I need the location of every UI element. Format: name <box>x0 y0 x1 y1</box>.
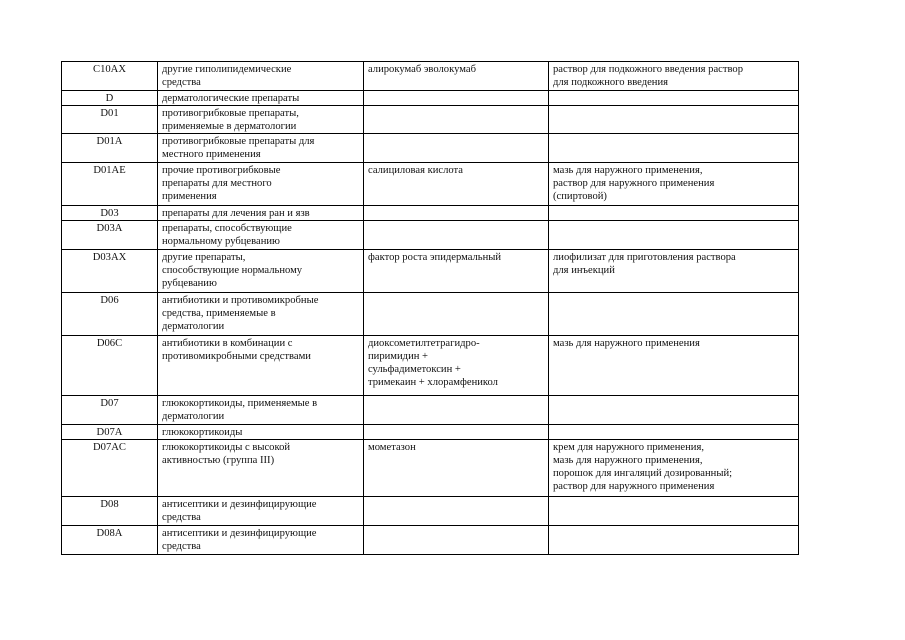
table-row <box>62 250 799 293</box>
cell-text-line: глюкокортикоиды <box>162 427 243 438</box>
table-row <box>62 396 799 425</box>
substance-cell <box>364 497 549 526</box>
cell-text-line: крем для наружного применения, <box>553 442 704 453</box>
cell-text-line: тримекаин + хлорамфеникол <box>368 377 498 388</box>
cell-text-line: средства <box>162 541 201 552</box>
cell-text-line: (спиртовой) <box>553 191 607 202</box>
group-cell <box>158 206 364 221</box>
table-row <box>62 134 799 163</box>
form-cell <box>549 293 799 336</box>
cell-text-line: алирокумаб эволокумаб <box>368 64 476 75</box>
atc-code-cell: D08A <box>62 526 158 555</box>
atc-code-cell: D <box>62 91 158 106</box>
cell-text-line: лиофилизат для приготовления раствора <box>553 252 736 263</box>
table-row <box>62 526 799 555</box>
cell-text-line: салициловая кислота <box>368 165 464 176</box>
cell-text-line: антисептики и дезинфицирующие <box>162 528 317 539</box>
form-cell <box>549 526 799 555</box>
cell-text-line: пиримидин + <box>368 351 429 362</box>
cell-text-line: препараты для местного <box>162 178 272 189</box>
cell-text-line: применяемые в дерматологии <box>162 121 297 132</box>
form-cell <box>549 91 799 106</box>
cell-text-line: антибиотики и противомикробные <box>162 295 319 306</box>
cell-text-line: раствор для наружного применения <box>553 481 715 492</box>
table-row <box>62 163 799 206</box>
form-cell <box>549 497 799 526</box>
group-cell <box>158 526 364 555</box>
group-cell <box>158 106 364 134</box>
cell-text-line: глюкокортикоиды, применяемые в <box>162 398 318 409</box>
cell-text-line: нормальному рубцеванию <box>162 236 280 247</box>
group-cell <box>158 425 364 440</box>
cell-text-line: мазь для наружного применения <box>553 338 700 349</box>
cell-text-line: другие гиполипидемические <box>162 64 292 75</box>
cell-text-line: другие препараты, <box>162 252 246 263</box>
cell-text-line: мазь для наружного применения, <box>553 455 703 466</box>
substance-cell <box>364 134 549 163</box>
table-row <box>62 62 799 91</box>
form-cell <box>549 396 799 425</box>
cell-text-line: местного применения <box>162 149 261 160</box>
cell-text-line: рубцеванию <box>162 278 217 289</box>
atc-code-cell: D03 <box>62 206 158 221</box>
cell-text-line: для подкожного введения <box>553 77 669 88</box>
group-cell <box>158 336 364 396</box>
cell-text-line: мометазон <box>368 442 416 453</box>
table-row <box>62 293 799 336</box>
atc-code-cell: D06C <box>62 336 158 396</box>
form-cell <box>549 250 799 293</box>
substance-cell <box>364 293 549 336</box>
atc-code-cell: D07A <box>62 425 158 440</box>
form-cell <box>549 440 799 497</box>
cell-text-line: препараты для лечения ран и язв <box>162 208 310 219</box>
form-cell <box>549 134 799 163</box>
form-cell <box>549 62 799 91</box>
group-cell <box>158 62 364 91</box>
substance-cell <box>364 91 549 106</box>
cell-text-line: антисептики и дезинфицирующие <box>162 499 317 510</box>
atc-code-cell: D01A <box>62 134 158 163</box>
group-cell <box>158 91 364 106</box>
group-cell <box>158 497 364 526</box>
atc-code-cell: D08 <box>62 497 158 526</box>
substance-cell <box>364 396 549 425</box>
atc-code-cell: D07 <box>62 396 158 425</box>
atc-code-cell: D01 <box>62 106 158 134</box>
substance-cell <box>364 250 549 293</box>
cell-text-line: активностью (группа III) <box>162 455 275 466</box>
cell-text-line: порошок для ингаляций дозированный; <box>553 468 733 479</box>
substance-cell <box>364 526 549 555</box>
cell-text-line: диоксометилтетрагидро- <box>368 338 480 349</box>
table-row <box>62 221 799 250</box>
atc-code-cell: D06 <box>62 293 158 336</box>
cell-text-line: дерматологии <box>162 321 225 332</box>
form-cell <box>549 221 799 250</box>
group-cell <box>158 250 364 293</box>
cell-text-line: дерматологические препараты <box>162 93 300 104</box>
cell-text-line: средства, применяемые в <box>162 308 276 319</box>
substance-cell <box>364 106 549 134</box>
cell-text-line: средства <box>162 77 201 88</box>
form-cell <box>549 206 799 221</box>
cell-text-line: противомикробными средствами <box>162 351 311 362</box>
substance-cell <box>364 440 549 497</box>
group-cell <box>158 221 364 250</box>
substance-cell <box>364 163 549 206</box>
cell-text-line: раствор для подкожного введения раствор <box>553 64 744 75</box>
substance-cell <box>364 62 549 91</box>
atc-code-cell: D03AX <box>62 250 158 293</box>
table-row <box>62 206 799 221</box>
table-row <box>62 440 799 497</box>
form-cell <box>549 163 799 206</box>
form-cell <box>549 425 799 440</box>
group-cell <box>158 396 364 425</box>
cell-text-line: для инъекций <box>553 265 615 276</box>
cell-text-line: фактор роста эпидермальный <box>368 252 502 263</box>
form-cell <box>549 336 799 396</box>
substance-cell <box>364 425 549 440</box>
atc-code-cell: D07AC <box>62 440 158 497</box>
cell-text-line: раствор для наружного применения <box>553 178 715 189</box>
atc-code-cell: D01AE <box>62 163 158 206</box>
form-cell <box>549 106 799 134</box>
cell-text-line: дерматологии <box>162 411 225 422</box>
cell-text-line: прочие противогрибковые <box>162 165 281 176</box>
cell-text-line: средства <box>162 512 201 523</box>
cell-text-line: противогрибковые препараты для <box>162 136 315 147</box>
table-row <box>62 425 799 440</box>
group-cell <box>158 134 364 163</box>
cell-text-line: сульфадиметоксин + <box>368 364 461 375</box>
drug-classification-table <box>61 61 799 555</box>
cell-text-line: противогрибковые препараты, <box>162 108 299 119</box>
cell-text-line: мазь для наружного применения, <box>553 165 703 176</box>
substance-cell <box>364 221 549 250</box>
table-row <box>62 91 799 106</box>
substance-cell <box>364 206 549 221</box>
cell-text-line: антибиотики в комбинации с <box>162 338 293 349</box>
group-cell <box>158 440 364 497</box>
table-row <box>62 106 799 134</box>
table-body <box>62 62 799 555</box>
atc-code-cell: C10AX <box>62 62 158 91</box>
cell-text-line: применения <box>162 191 217 202</box>
cell-text-line: препараты, способствующие <box>162 223 292 234</box>
substance-cell <box>364 336 549 396</box>
table-row <box>62 497 799 526</box>
group-cell <box>158 163 364 206</box>
cell-text-line: способствующие нормальному <box>162 265 303 276</box>
cell-text-line: глюкокортикоиды с высокой <box>162 442 291 453</box>
atc-code-cell: D03A <box>62 221 158 250</box>
table-row <box>62 336 799 396</box>
group-cell <box>158 293 364 336</box>
